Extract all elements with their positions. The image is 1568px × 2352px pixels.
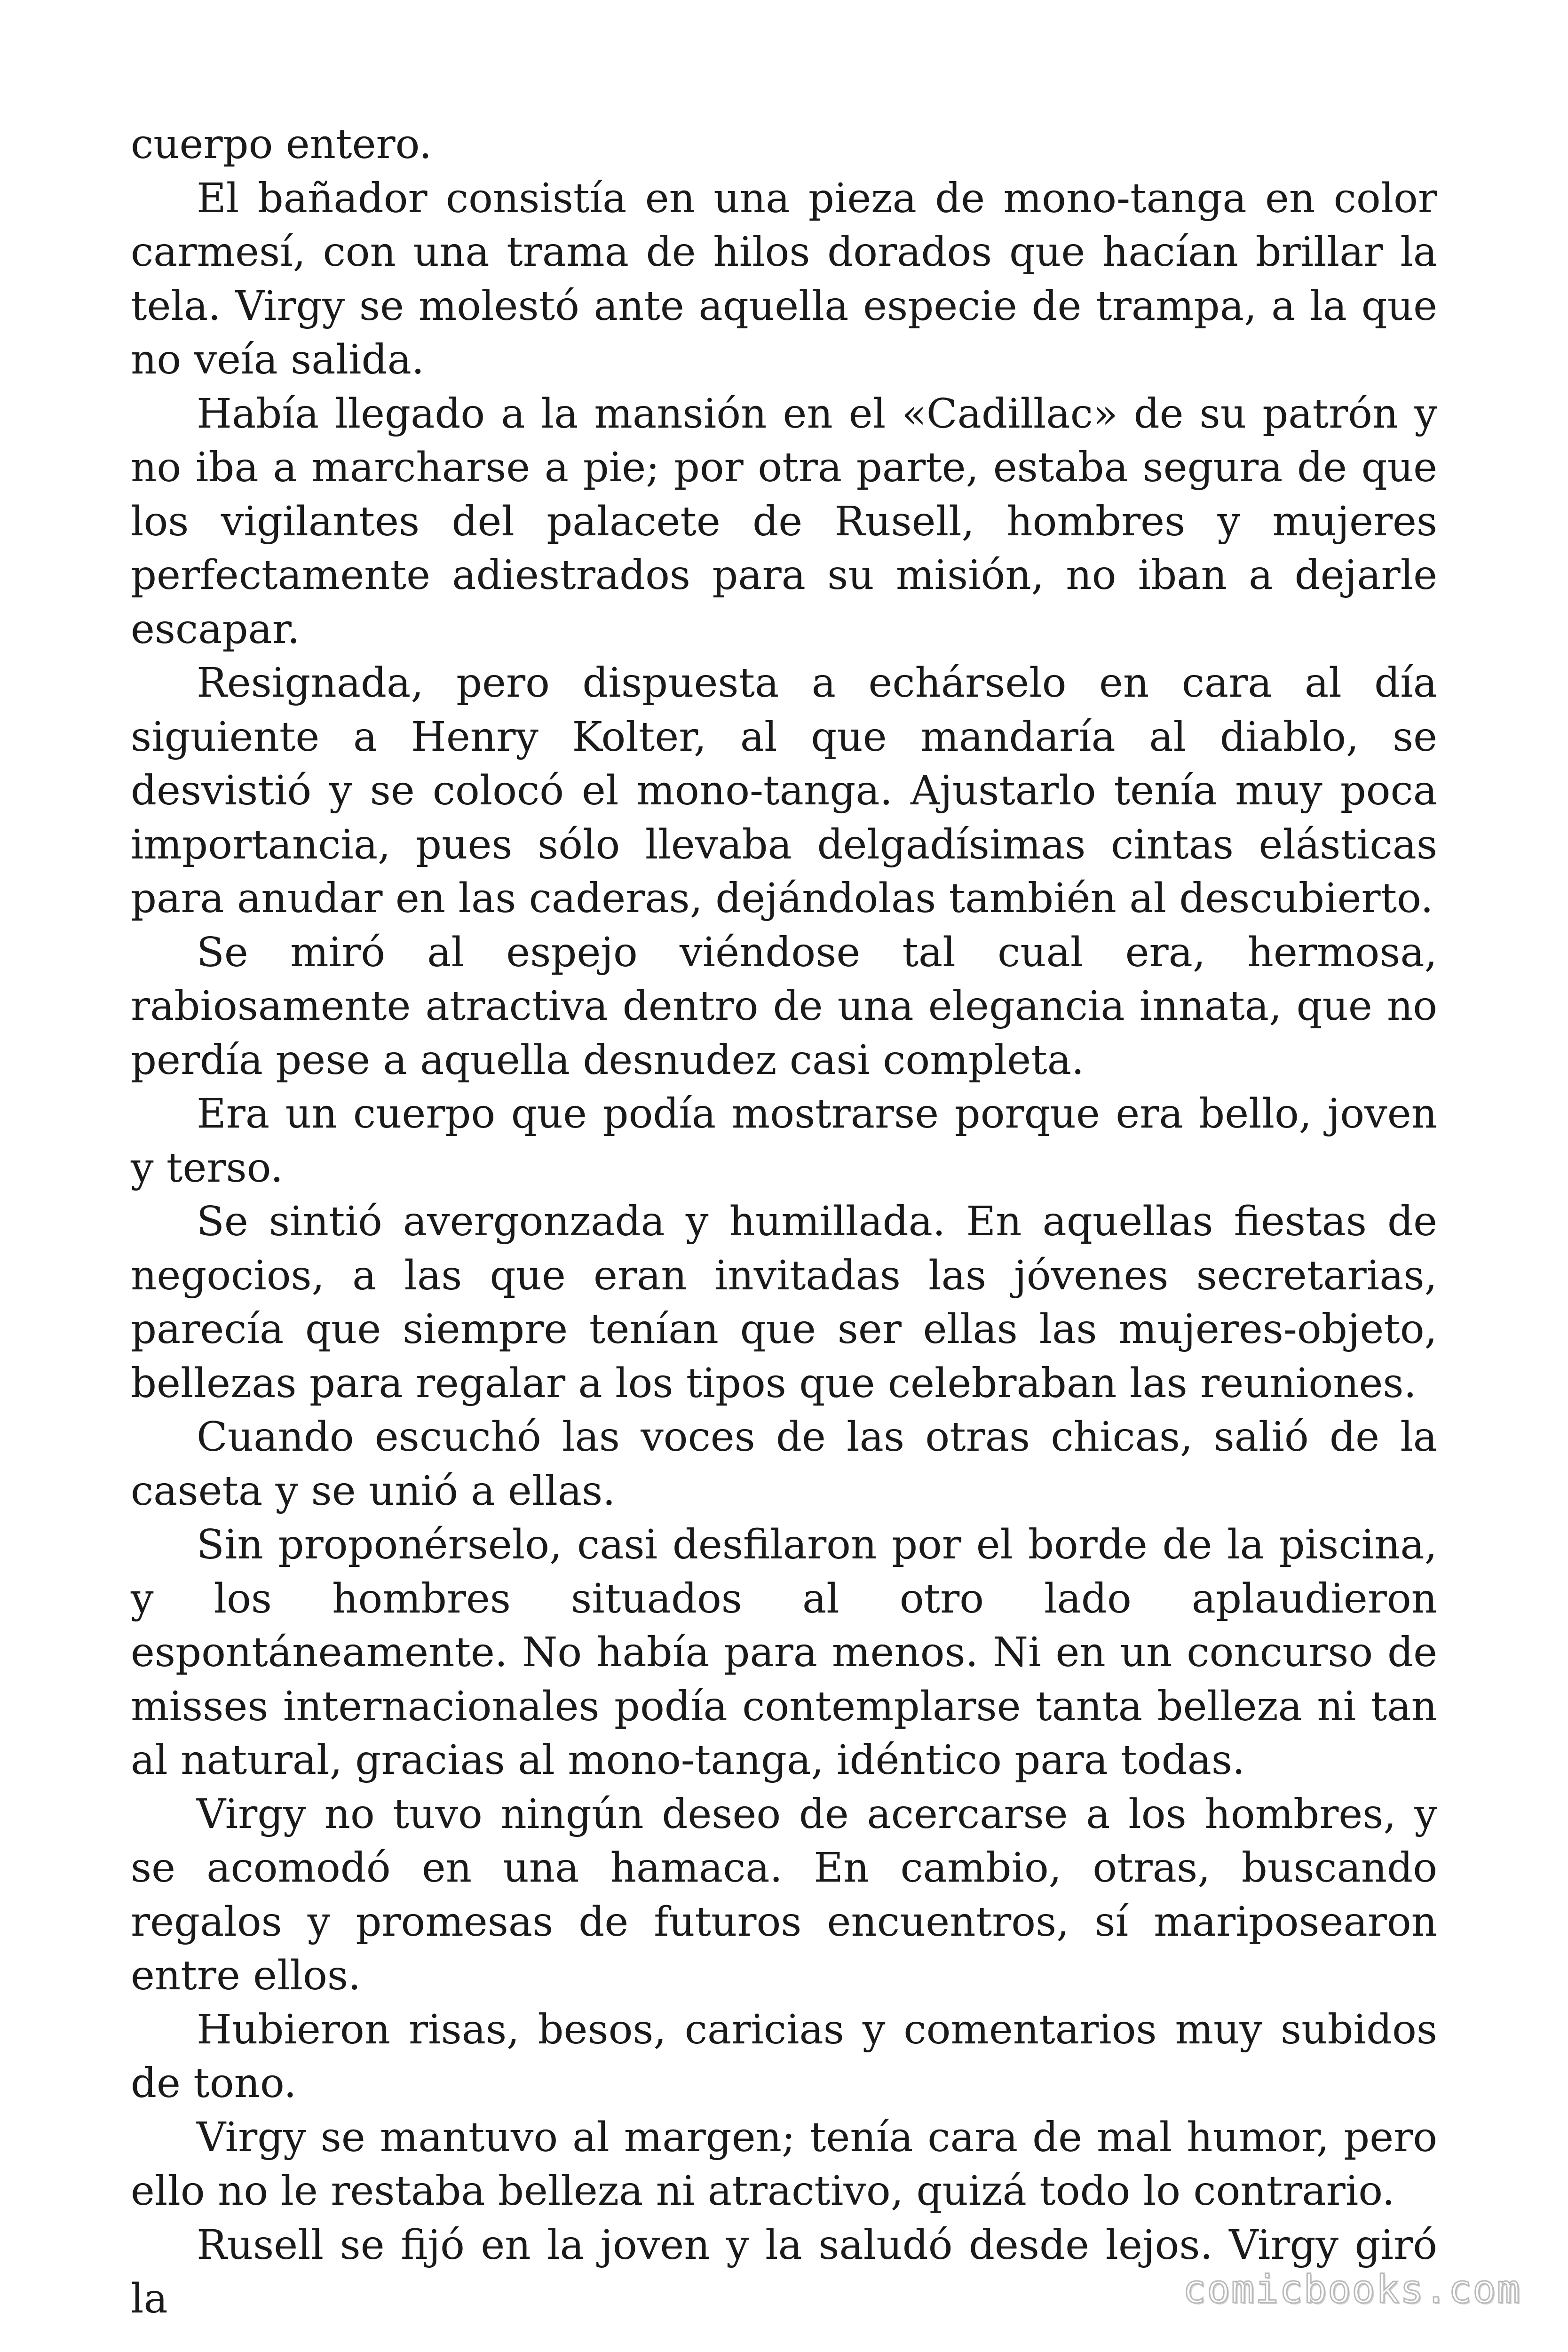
paragraph: Hubieron risas, besos, caricias y comentarios muy subidos de tono. [131, 2006, 1437, 2107]
paragraph: El bañador consistía en una pieza de mono-tanga en color carmesí, con una trama de hilos dorados que hacían brillar la tela. Virgy se molestó ante aquella especie de trampa, a la que no veía salida. [131, 175, 1437, 383]
paragraph: Había llegado a la mansión en el «Cadillac» de su patrón y no iba a marcharse a pie; por otra parte, estaba segura de que los vigilantes del palacete de Rusell, hombres y mujeres perfectamente adiestrados para su misión, no iban a dejarle escapar. [131, 390, 1437, 653]
watermark: comicbooks.com [1182, 2267, 1521, 2312]
paragraph: Se miró al espejo viéndose tal cual era, hermosa, rabiosamente atractiva dentro de una elegancia innata, que no perdía pese a aquella desnudez casi completa. [131, 929, 1437, 1084]
paragraph: Sin proponérselo, casi desfilaron por el borde de la piscina, y los hombres situados al otro lado aplaudieron espontáneamente. No había para menos. Ni en un concurso de misses internacionales podía contemplarse tanta belleza ni tan al natural, gracias al mono-tanga, idéntico para todas. [131, 1521, 1437, 1784]
paragraph: Rusell se fijó en la joven y la saludó desde lejos. Virgy giró la [131, 2221, 1437, 2322]
paragraph: Se sintió avergonzada y humillada. En aquellas fiestas de negocios, a las que eran invitadas las jóvenes secretarias, parecía que siempre tenían que ser ellas las mujeres-objeto, bellezas para regalar a los tipos que celebraban las reuniones. [131, 1198, 1437, 1407]
paragraph: Virgy se mantuvo al margen; tenía cara de mal humor, pero ello no le restaba belleza ni atractivo, quizá todo lo contrario. [131, 2114, 1437, 2215]
paragraph: cuerpo entero. [131, 121, 432, 168]
paragraph: Era un cuerpo que podía mostrarse porque era bello, joven y terso. [131, 1090, 1437, 1192]
paragraph: Virgy no tuvo ningún deseo de acercarse a los hombres, y se acomodó en una hamaca. En cambio, otras, buscando regalos y promesas de futuros encuentros, sí mariposearon entre ellos. [131, 1790, 1437, 1999]
paragraph: Resignada, pero dispuesta a echárselo en cara al día siguiente a Henry Kolter, al que mandaría al diablo, se desvistió y se colocó el mono-tanga. Ajustarlo tenía muy poca importancia, pues sólo llevaba delgadísimas cintas elásticas para anudar en las caderas, dejándolas también al descubierto. [131, 660, 1437, 922]
paragraph: Cuando escuchó las voces de las otras chicas, salió de la caseta y se unió a ellas. [131, 1414, 1437, 1515]
body-text [131, 118, 1437, 2326]
